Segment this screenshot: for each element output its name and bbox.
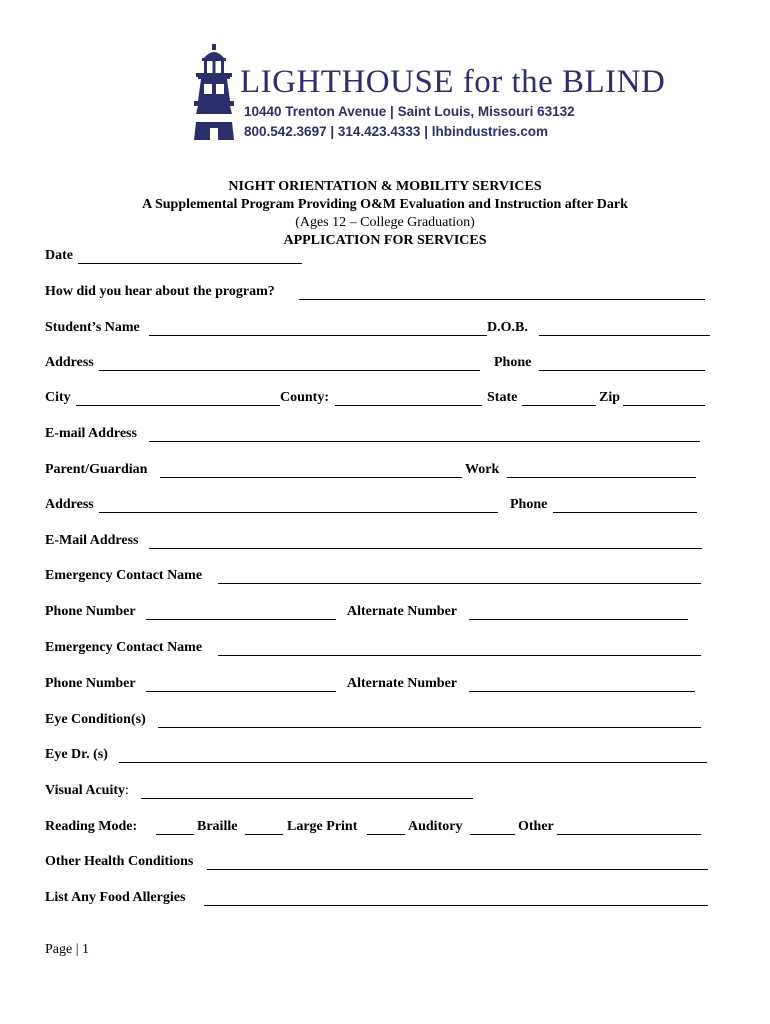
guardian-email-label: E-Mail Address: [45, 533, 139, 548]
emergency-contact-1-label: Emergency Contact Name: [45, 568, 203, 583]
phone-field[interactable]: [539, 370, 705, 371]
food-allergies-label: List Any Food Allergies: [45, 890, 186, 905]
address-label: Address: [45, 355, 94, 370]
guardian-address-label: Address: [45, 497, 94, 512]
guardian-label: Parent/Guardian: [45, 462, 148, 477]
phone-number-1-label: Phone Number: [45, 604, 136, 619]
emergency-contact-2-label: Emergency Contact Name: [45, 640, 203, 655]
dob-field[interactable]: [539, 335, 710, 336]
phone-number-1-field[interactable]: [146, 619, 336, 620]
work-label: Work: [465, 462, 500, 477]
guardian-field[interactable]: [160, 477, 462, 478]
large-print-field[interactable]: [245, 834, 283, 835]
large-print-label: Large Print: [287, 819, 358, 834]
date-field[interactable]: [78, 263, 302, 264]
work-field[interactable]: [507, 477, 696, 478]
guardian-email-field[interactable]: [149, 548, 702, 549]
other-mode-field[interactable]: [470, 834, 515, 835]
city-label: City: [45, 390, 71, 405]
logo-address: 10440 Trenton Avenue | Saint Louis, Missouri 63132: [244, 104, 575, 119]
page-footer: [45, 942, 89, 958]
organization-logo: [190, 44, 666, 144]
phone-number-2-field[interactable]: [146, 691, 336, 692]
eye-doctor-label: Eye Dr. (s): [45, 747, 108, 762]
guardian-address-field[interactable]: [99, 512, 498, 513]
page-label: Page: [45, 942, 73, 957]
auditory-label: Auditory: [408, 819, 463, 834]
visual-acuity-label: Visual Acuity:: [45, 783, 129, 798]
reading-mode-label: Reading Mode:: [45, 819, 138, 834]
emergency-contact-2-field[interactable]: [218, 655, 701, 656]
program-ages: (Ages 12 – College Graduation): [295, 215, 475, 230]
city-field[interactable]: [76, 405, 280, 406]
referral-label: How did you hear about the program?: [45, 284, 275, 299]
student-name-field[interactable]: [149, 335, 487, 336]
email-field[interactable]: [149, 441, 700, 442]
eye-condition-field[interactable]: [158, 727, 701, 728]
braille-field[interactable]: [156, 834, 194, 835]
email-label: E-mail Address: [45, 426, 137, 441]
other-health-label: Other Health Conditions: [45, 854, 194, 869]
alternate-number-2-label: Alternate Number: [347, 676, 458, 691]
eye-condition-label: Eye Condition(s): [45, 712, 146, 727]
referral-field[interactable]: [299, 299, 705, 300]
date-label: Date: [45, 248, 73, 263]
zip-field[interactable]: [623, 405, 705, 406]
program-subtitle: A Supplemental Program Providing O&M Evaluation and Instruction after Dark: [142, 197, 628, 212]
student-name-label: Student’s Name: [45, 320, 140, 335]
other-health-field[interactable]: [207, 869, 708, 870]
visual-acuity-field[interactable]: [141, 798, 473, 799]
alternate-number-2-field[interactable]: [469, 691, 695, 692]
state-label: State: [487, 390, 518, 405]
logo-contact: 800.542.3697 | 314.423.4333 | lhbindustries.com: [244, 124, 548, 139]
eye-doctor-field[interactable]: [119, 762, 707, 763]
dob-label: D.O.B.: [487, 320, 528, 335]
state-field[interactable]: [522, 405, 596, 406]
guardian-phone-field[interactable]: [553, 512, 697, 513]
logo-name: LIGHTHOUSE for the BLIND: [240, 64, 666, 100]
emergency-contact-1-field[interactable]: [218, 583, 701, 584]
other-mode-details-field[interactable]: [557, 834, 701, 835]
county-label: County:: [280, 390, 330, 405]
alternate-number-1-field[interactable]: [469, 619, 688, 620]
address-field[interactable]: [99, 370, 480, 371]
guardian-phone-label: Phone: [510, 497, 548, 512]
program-title: NIGHT ORIENTATION & MOBILITY SERVICES: [228, 179, 542, 194]
phone-label: Phone: [494, 355, 532, 370]
phone-number-2-label: Phone Number: [45, 676, 136, 691]
food-allergies-field[interactable]: [204, 905, 708, 906]
page-separator: |: [75, 942, 79, 957]
form-header: [0, 178, 770, 250]
county-field[interactable]: [335, 405, 482, 406]
alternate-number-1-label: Alternate Number: [347, 604, 458, 619]
page-number: 1: [82, 942, 90, 957]
application-title: APPLICATION FOR SERVICES: [283, 233, 487, 248]
auditory-field[interactable]: [367, 834, 405, 835]
zip-label: Zip: [599, 390, 621, 405]
braille-label: Braille: [197, 819, 238, 834]
lighthouse-icon: [190, 44, 238, 144]
other-mode-label: Other: [518, 819, 554, 834]
